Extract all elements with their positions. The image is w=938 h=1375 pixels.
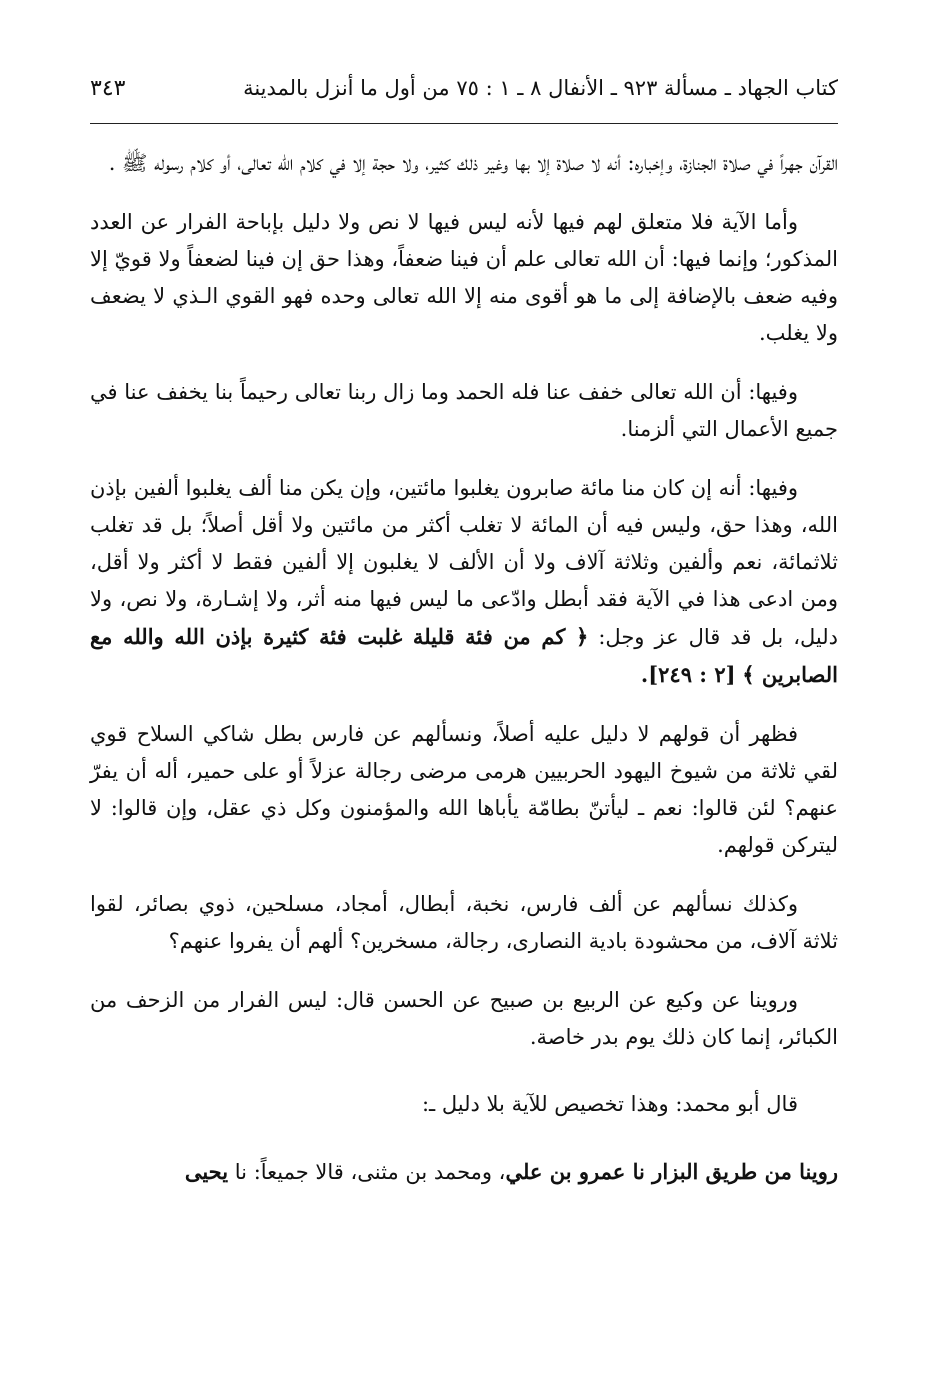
paragraph-5: فظهر أن قولهم لا دليل عليه أصلاً، ونسألهم عن فارس بطل شاكي السلاح قوي لقي ثلاثة من شيوخ اليهود الحربيين هرمى مرضى رجالة عزلاً أو على حمير، أله أن يفرّ عنهم؟ لئن قالوا: نعم ـ ليأتنّ بطامّة يأباها الله والمؤمنون وكل ذي عقل، وإن قالوا: لا ليتركن قولهم.: [90, 722, 838, 857]
running-title: كتاب الجهاد ـ مسألة ٩٢٣ ـ الأنفال ٨ ـ ١ : ٧٥ من أول ما أنزل بالمدينة: [243, 76, 838, 100]
narrator-name: يحيى: [184, 1159, 229, 1184]
narration-chain-text: ، ومحمد بن مثنى، قالا جميعاً: نا: [228, 1160, 506, 1184]
page-body: [90, 145, 838, 1213]
paragraph-7: وروينا عن وكيع عن الربيع بن صبيح عن الحسن قال: ليس الفرار من الزحف من الكبائر، إنما كان ذلك يوم بدر خاصة.: [90, 988, 838, 1049]
page-header: [90, 68, 838, 124]
paragraph-4-text: وفيها: أنه إن كان منا مائة صابرون يغلبوا مائتين، وإن يكن منا ألف يغلبوا ألفين بإذن الله، وهذا حق، وليس فيه أن المائة لا تغلب أكثر من مائتين ولا أقل أصلاً؛ بل قد تغلب ثلاثمائة، نعم وألفين وثلاثة آلاف ولا أن الألف لا يغلبون إلا ألفين فقط لا أكثر ولا أقل، ومن ادعى هذا في الآية فقد أبطل وادّعى ما ليس فيها منه أثر، ولا إشـارة، ولا نص، ولا دليل، بل قد قال عز وجل:: [90, 476, 838, 649]
paragraph-6: وكذلك نسألهم عن ألف فارس، نخبة، أبطال، أمجاد، مسلحين، ذوي بصائر، لقوا ثلاثة آلاف، من محشودة بادية النصارى، رجالة، مسخرين؟ ألهم أن يفروا عنهم؟: [90, 892, 838, 953]
paragraph-3: وفيها: أن الله تعالى خفف عنا فله الحمد وما زال ربنا تعالى رحيماً بنا يخفف عنا في جميع الأعمال التي ألزمنا.: [90, 380, 838, 441]
paragraph-4: [90, 470, 838, 694]
paragraph-1: القرآن جهراً في صلاة الجنازة، وإخباره: أنه لا صلاة إلا بها وغير ذلك كثير، ولا حجة إلا في كلام الله تعالى، أو كلام رسوله ﷺ .: [108, 151, 838, 175]
page-number: ٣٤٣: [90, 76, 126, 101]
narration-chain-bold: روينا من طريق البزار نا عمرو بن علي: [505, 1159, 838, 1184]
paragraph-9: [90, 1153, 838, 1191]
verse-reference: [٢ : ٢٤٩].: [640, 662, 736, 687]
quran-quote: ﴿ كم من فئة قليلة غلبت فئة كثيرة بإذن الله والله مع الصابرين ﴾: [90, 624, 838, 687]
header-divider: [90, 123, 838, 124]
paragraph-8: قال أبو محمد: وهذا تخصيص للآية بلا دليل ـ:: [421, 1092, 798, 1116]
paragraph-2: وأما الآية فلا متعلق لهم فيها لأنه ليس فيها لا نص ولا دليل بإباحة الفرار عن العدد المذكور؛ وإنما فيها: أن الله تعالى علم أن فينا ضعفاً، وهذا حق إن فينا لضعفاً ولا قويّ إلا وفيه ضعف بالإضافة إلى ما هو أقوى منه إلا الله تعالى وحده فهو القوي الـذي لا يضعف ولا يغلب.: [90, 210, 838, 345]
